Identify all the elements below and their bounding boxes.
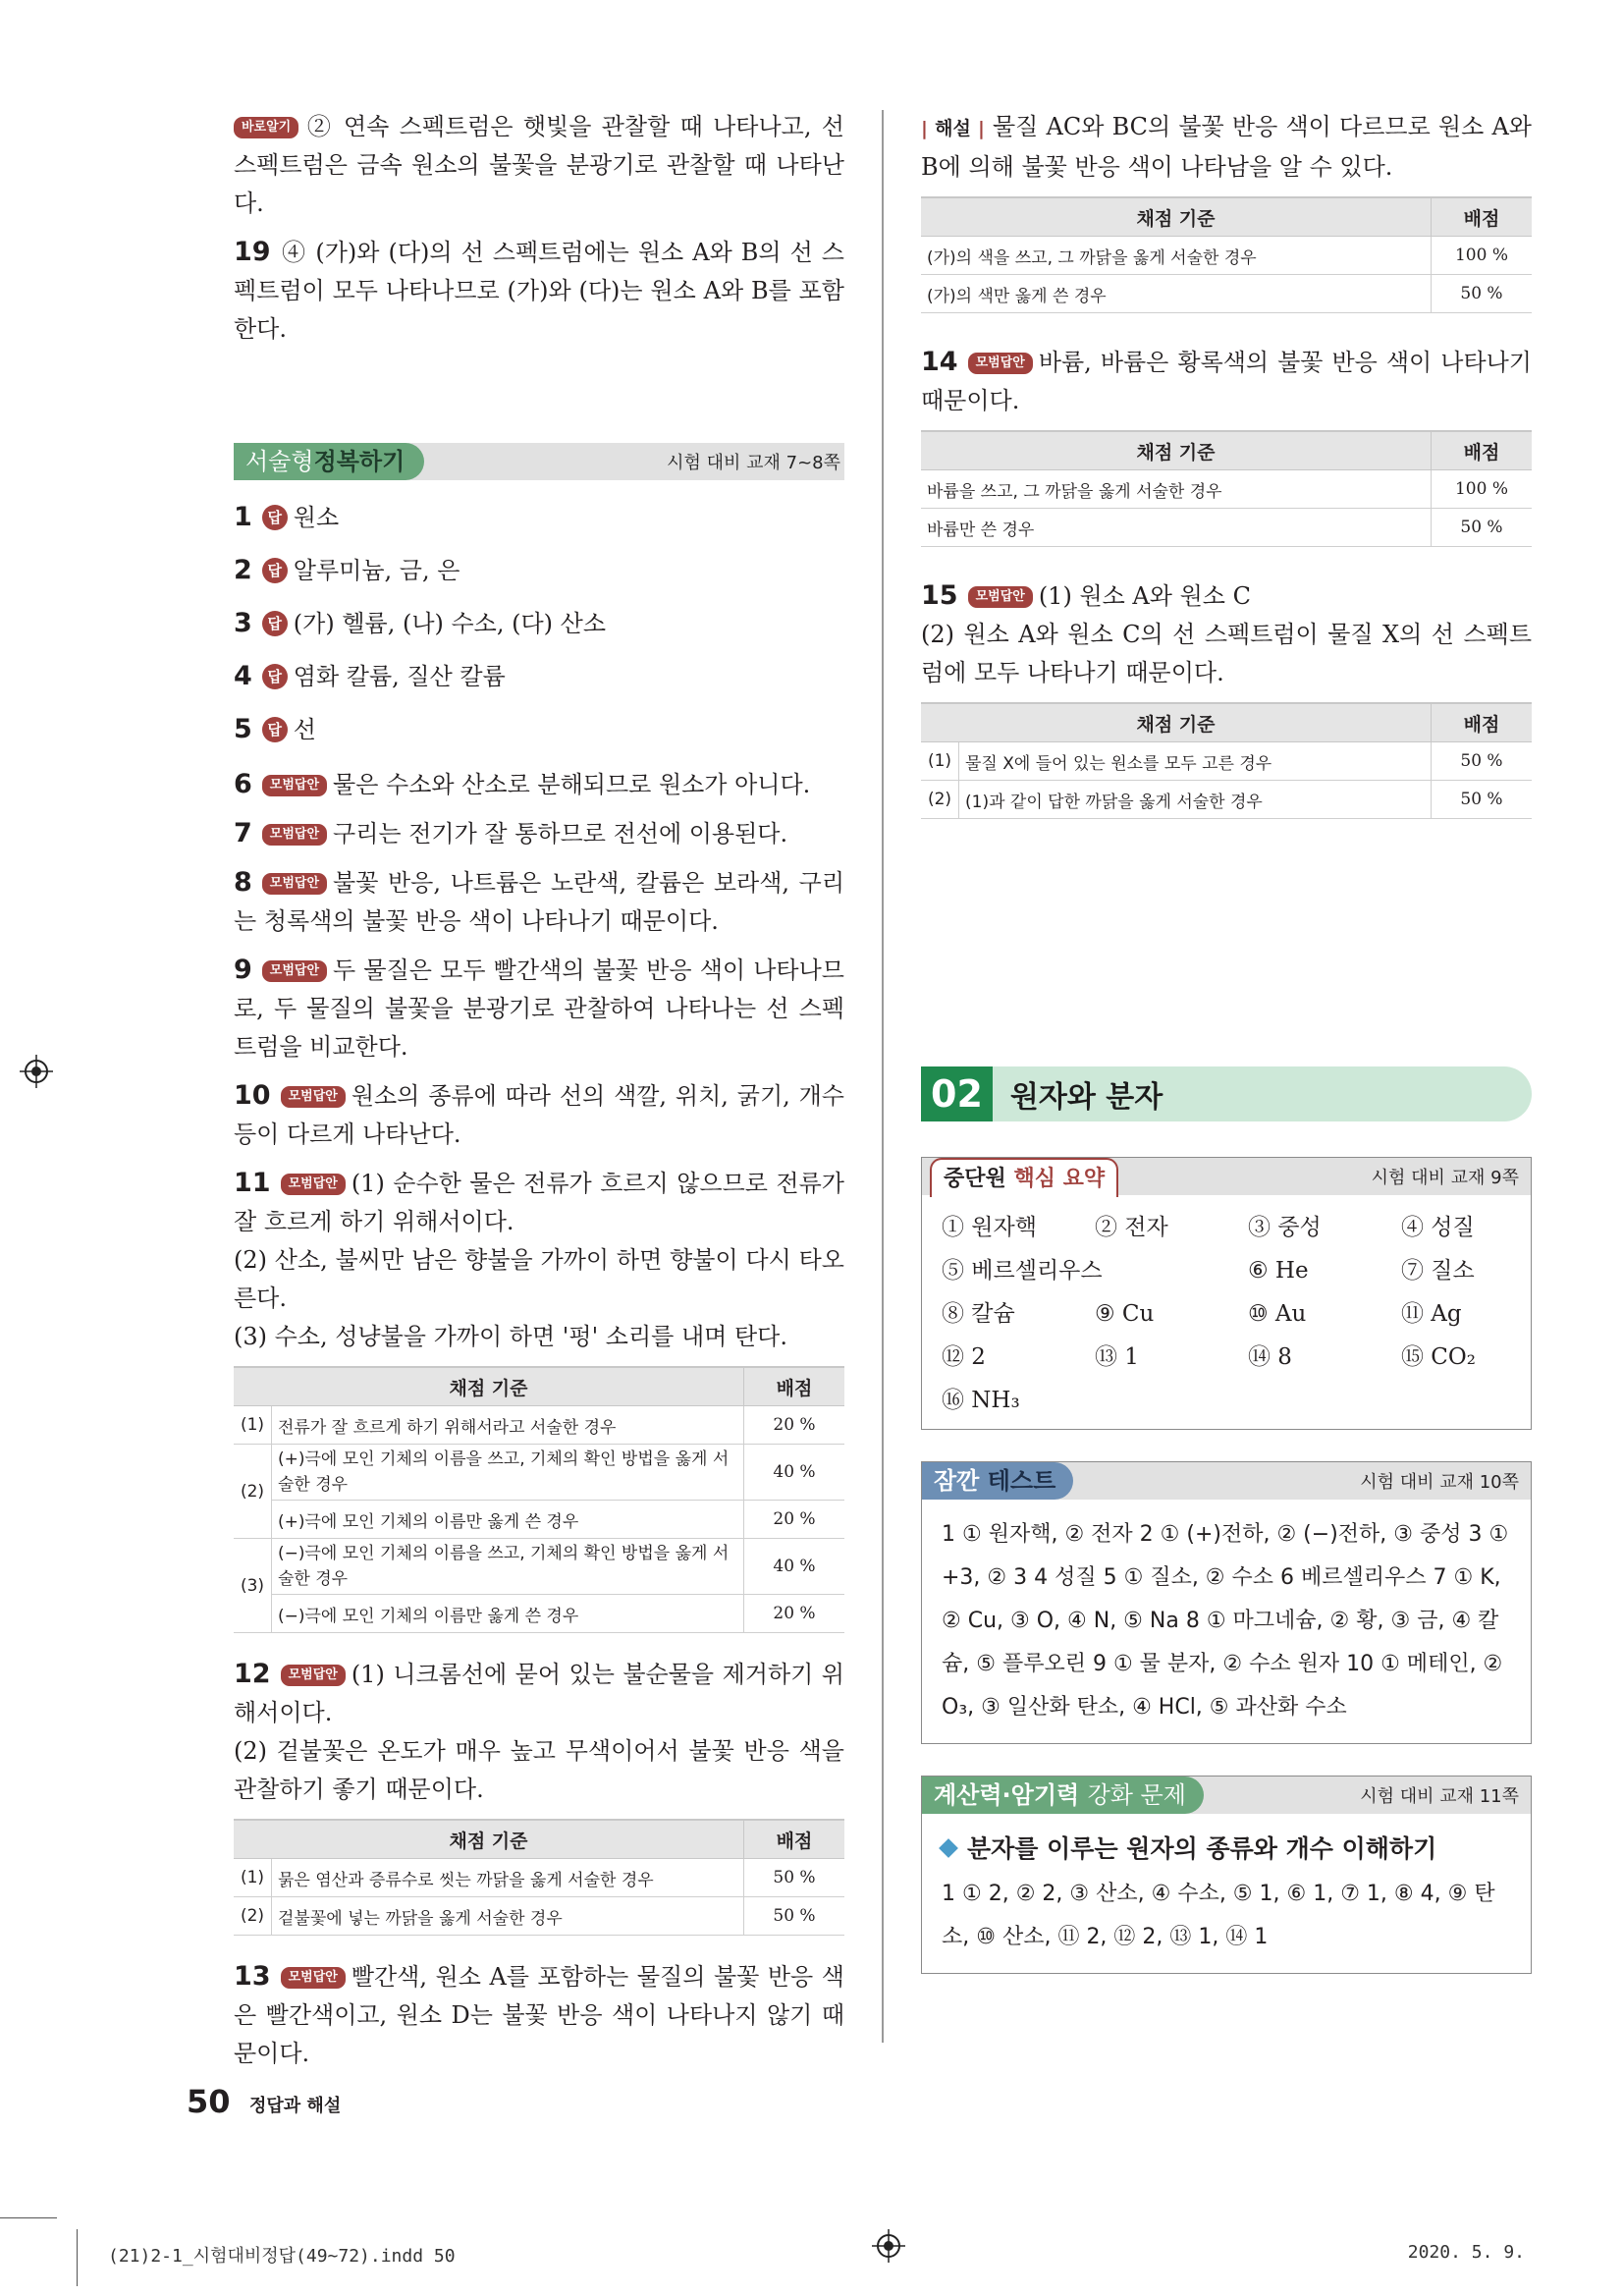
table-row [234, 1859, 844, 1897]
answer-text: 두 물질은 모두 빨간색의 불꽃 반응 색이 나타나므로, 두 물질의 불꽃을 분광기로 관찰하여 나타나는 선 스펙트럼을 비교한다. [234, 957, 844, 1061]
correction-tag: 바로알기 [234, 117, 298, 138]
answer-number: 1 [234, 502, 252, 532]
summary-item: ④ 성질 [1401, 1215, 1475, 1240]
answer-number: 15 [921, 580, 958, 611]
criteria-cell: 바륨만 쓴 경우 [921, 509, 1432, 547]
score-cell: 20 % [744, 1406, 845, 1445]
criteria-cell: (−)극에 모인 기체의 이름을 쓰고, 기체의 확인 방법을 옳게 서술한 경우 [272, 1539, 744, 1595]
answer-number: 3 [234, 608, 252, 638]
table-header-score: 배점 [744, 1820, 845, 1859]
unit-header [921, 1066, 1532, 1121]
answer-11 [234, 1164, 844, 1241]
answer-number: 11 [234, 1168, 271, 1198]
model-answer-tag: 모범답안 [262, 873, 327, 895]
table-header-score: 배점 [1432, 703, 1533, 742]
page-number: 50 [187, 2083, 231, 2120]
correction-note [234, 108, 844, 223]
table-header-criteria: 채점 기준 [921, 431, 1432, 470]
grading-table-11 [234, 1366, 844, 1633]
grading-table-15 [921, 702, 1532, 819]
answer-number: 7 [234, 818, 252, 848]
answer-text: 알루미늄, 금, 은 [293, 557, 460, 584]
section-reference: 시험 대비 교재 7~8쪽 [667, 453, 840, 473]
criteria-cell: (−)극에 모인 기체의 이름만 옳게 쓴 경우 [272, 1595, 744, 1633]
table-row [921, 237, 1532, 275]
table-header-criteria: 채점 기준 [234, 1367, 744, 1406]
answer-mark: 답 [262, 505, 288, 530]
table-header-score: 배점 [744, 1367, 845, 1406]
answer-mark: 답 [262, 664, 288, 689]
unit-number: 02 [921, 1066, 993, 1121]
answer-7 [234, 814, 844, 853]
summary-grid [922, 1195, 1531, 1429]
answer-1 [234, 500, 844, 535]
summary-item: ⑦ 질소 [1401, 1258, 1475, 1284]
summary-tab-a: 중단원 [944, 1167, 1006, 1191]
row-number: (1) [234, 1406, 272, 1445]
answer-text: 빨간색, 원소 A를 포함하는 물질의 불꽃 반응 색은 빨간색이고, 원소 D는 불꽃 반응 색이 나타나지 않기 때문이다. [234, 1963, 844, 2067]
row-number: (2) [921, 781, 959, 819]
criteria-cell: (가)의 색을 쓰고, 그 까닭을 옳게 서술한 경우 [921, 237, 1432, 275]
quick-test-answers: 1 ① 원자핵, ② 전자 2 ① (+)전하, ② (−)전하, ③ 중성 3 ① +3, ② 3 4 성질 5 ① 질소, ② 수소 6 베르셀리우스 7 ① K, ② Cu, ③ O, ④ N, ⑤ Na 8 ① 마그네슘, ② 황, ③ 금, ④ 칼슘, ⑤ 플루오린 9 ① 물 분자, ② 수소 원자 10 ① 메테인, ② O₃, ③ 일산화 탄소, ④ HCl, ⑤ 과산화 수소 [942, 1522, 1509, 1720]
table-header-criteria: 채점 기준 [921, 703, 1432, 742]
table-row [234, 1501, 844, 1539]
answer-6 [234, 765, 844, 804]
answer-number: 5 [234, 714, 252, 744]
answer-14 [921, 343, 1532, 420]
score-cell: 50 % [1432, 781, 1533, 819]
print-slug-file: (21)2-1_시험대비정답(49~72).indd 50 [108, 2246, 456, 2267]
answer-part-2: (2) 산소, 불씨만 남은 향불을 가까이 하면 향불이 다시 타오른다. [234, 1246, 844, 1312]
row-number: (2) [234, 1445, 272, 1539]
model-answer-tag: 모범답안 [281, 1086, 346, 1108]
answer-text: 구리는 전기가 잘 통하므로 전선에 이용된다. [333, 820, 788, 847]
drill-header [922, 1777, 1531, 1814]
answer-3 [234, 606, 844, 641]
answer-text: 원소의 종류에 따라 선의 색깔, 위치, 굵기, 개수 등이 다르게 나타난다. [234, 1082, 844, 1148]
answer-number: 9 [234, 955, 252, 985]
quick-test-box [921, 1461, 1532, 1744]
answer-number: 2 [234, 555, 252, 585]
summary-tab-b: 핵심 요약 [1013, 1167, 1106, 1191]
table-row [234, 1406, 844, 1445]
model-answer-tag: 모범답안 [281, 1174, 346, 1195]
score-cell: 20 % [744, 1501, 845, 1539]
table-row [234, 1897, 844, 1936]
answer-text: 물은 수소와 산소로 분해되므로 원소가 아니다. [333, 771, 811, 798]
answer-12 [234, 1655, 844, 1732]
summary-item: ⑤ 베르셀리우스 [942, 1258, 1103, 1284]
answer-13 [234, 1957, 844, 2073]
table-row [921, 509, 1532, 547]
table-row [234, 1445, 844, 1501]
summary-item: ⑧ 칼슘 [942, 1301, 1015, 1327]
answer-mark: 답 [262, 558, 288, 583]
answer-2 [234, 553, 844, 588]
criteria-cell: (가)의 색만 옳게 쓴 경우 [921, 275, 1432, 313]
left-column [234, 108, 844, 2083]
summary-item: ⑬ 1 [1095, 1344, 1139, 1370]
quick-test-reference: 시험 대비 교재 10쪽 [1360, 1472, 1519, 1493]
answer-number: 4 [234, 661, 252, 691]
section-tab-dark: 정복하기 [313, 448, 406, 475]
answer-part-3: (3) 수소, 성냥불을 가까이 하면 '펑' 소리를 내며 탄다. [234, 1323, 787, 1350]
summary-item: ⑯ NH₃ [942, 1388, 1020, 1413]
model-answer-tag: 모범답안 [262, 824, 327, 846]
drill-box [921, 1776, 1532, 1974]
drill-tab [922, 1777, 1204, 1814]
drill-tab-b: 강화 문제 [1087, 1781, 1186, 1809]
table-header-score: 배점 [1432, 197, 1533, 237]
summary-item: ⑮ CO₂ [1401, 1344, 1476, 1370]
model-answer-tag: 모범답안 [281, 1665, 346, 1686]
drill-tab-a: 계산력·암기력 [934, 1781, 1080, 1809]
answer-4 [234, 659, 844, 694]
answer-text: 원소 [293, 504, 340, 531]
model-answer-tag: 모범답안 [262, 775, 327, 796]
criteria-cell: 겉불꽃에 넣는 까닭을 옳게 서술한 경우 [272, 1897, 744, 1936]
score-cell: 50 % [1432, 509, 1533, 547]
row-number: (1) [921, 742, 959, 781]
score-cell: 50 % [1432, 275, 1533, 313]
answer-8 [234, 863, 844, 941]
answer-text: (가) 헬륨, (나) 수소, (다) 산소 [293, 610, 607, 637]
score-cell: 50 % [1432, 742, 1533, 781]
table-header-criteria: 채점 기준 [234, 1820, 744, 1859]
answer-number: 8 [234, 867, 252, 898]
score-cell: 50 % [744, 1859, 845, 1897]
section-tab [234, 443, 424, 480]
drill-subheading-text: 분자를 이루는 원자의 종류와 개수 이해하기 [967, 1834, 1437, 1863]
right-column [921, 108, 1532, 2005]
score-cell: 20 % [744, 1595, 845, 1633]
summary-reference: 시험 대비 교재 9쪽 [1371, 1168, 1519, 1188]
grading-table-12 [234, 1819, 844, 1936]
score-cell: 100 % [1432, 470, 1533, 509]
answer-number: 13 [234, 1961, 271, 1992]
criteria-cell: (1)과 같이 답한 까닭을 옳게 서술한 경우 [959, 781, 1432, 819]
answer-part-1: (1) 원소 A와 원소 C [1038, 582, 1251, 610]
answer-part-2: (2) 겉불꽃은 온도가 매우 높고 무색이어서 불꽃 반응 색을 관찰하기 좋기 때문이다. [234, 1737, 844, 1803]
score-cell: 100 % [1432, 237, 1533, 275]
section-header [234, 443, 844, 480]
table-header-score: 배점 [1432, 431, 1533, 470]
model-answer-tag: 모범답안 [281, 1967, 346, 1989]
summary-item: ⑩ Au [1248, 1301, 1307, 1327]
score-cell: 40 % [744, 1445, 845, 1501]
unit-title: 원자와 분자 [1009, 1080, 1163, 1115]
column-divider [882, 110, 884, 2043]
criteria-cell: 전류가 잘 흐르게 하기 위해서라고 서술한 경우 [272, 1406, 744, 1445]
table-row [921, 470, 1532, 509]
summary-item: ⑭ 8 [1248, 1344, 1292, 1370]
answer-mark: 답 [262, 717, 288, 742]
answer-10 [234, 1076, 844, 1154]
table-header-criteria: 채점 기준 [921, 197, 1432, 237]
table-row [234, 1539, 844, 1595]
model-answer-tag: 모범답안 [968, 353, 1033, 374]
answer-number: 10 [234, 1080, 271, 1111]
explanation-tag: | 해설 | [921, 118, 985, 139]
summary-tab [930, 1158, 1118, 1197]
summary-item: ⑨ Cu [1095, 1301, 1155, 1327]
table-row [234, 1595, 844, 1633]
row-number: (3) [234, 1539, 272, 1633]
table-row [921, 781, 1532, 819]
diamond-bullet-icon [939, 1838, 958, 1858]
answer-9 [234, 951, 844, 1066]
table-row [921, 742, 1532, 781]
score-cell: 50 % [744, 1897, 845, 1936]
answer-part-1: (1) 니크롬선에 묻어 있는 불순물을 제거하기 위해서이다. [234, 1661, 844, 1726]
criteria-cell: 묽은 염산과 증류수로 씻는 까닭을 옳게 서술한 경우 [272, 1859, 744, 1897]
drill-subheading [922, 1814, 1531, 1869]
answer-text: 선 [293, 716, 316, 743]
summary-item: ② 전자 [1095, 1215, 1168, 1240]
crop-mark [0, 2217, 57, 2218]
explanation [921, 108, 1532, 187]
quick-test-tab-b: 테스트 [987, 1467, 1056, 1495]
registration-mark-icon [872, 2229, 905, 2263]
question-number: 19 [234, 237, 271, 267]
registration-mark-icon [20, 1055, 53, 1088]
summary-box [921, 1157, 1532, 1430]
answer-5 [234, 712, 844, 747]
answer-part-2: (2) 원소 A와 원소 C의 선 스펙트럼이 물질 X의 선 스펙트럼에 모두 나타나기 때문이다. [921, 621, 1532, 686]
correction-text: ② 연속 스펙트럼은 햇빛을 관찰할 때 나타나고, 선 스펙트럼은 금속 원소의 불꽃을 분광기로 관찰할 때 나타난다. [234, 113, 844, 217]
quick-test-header [922, 1462, 1531, 1500]
summary-item: ③ 중성 [1248, 1215, 1322, 1240]
criteria-cell: 물질 X에 들어 있는 원소를 모두 고른 경우 [959, 742, 1432, 781]
summary-item: ⑥ He [1248, 1258, 1309, 1284]
model-answer-tag: 모범답안 [968, 586, 1033, 608]
quick-test-tab [922, 1462, 1073, 1500]
answer-part-1: (1) 순수한 물은 전류가 흐르지 않으므로 전류가 잘 흐르게 하기 위해서이다. [234, 1170, 844, 1235]
answer-text: 염화 칼륨, 질산 칼륨 [293, 663, 506, 690]
row-number: (2) [234, 1897, 272, 1936]
row-number: (1) [234, 1859, 272, 1897]
section-tab-light: 서술형 [245, 448, 314, 475]
drill-answers: 1 ① 2, ② 2, ③ 산소, ④ 수소, ⑤ 1, ⑥ 1, ⑦ 1, ⑧ 4, ⑨ 탄소, ⑩ 산소, ⑪ 2, ⑫ 2, ⑬ 1, ⑭ 1 [942, 1882, 1495, 1949]
table-row [921, 275, 1532, 313]
explanation-text: 물질 AC와 BC의 불꽃 반응 색이 다르므로 원소 A와 B에 의해 불꽃 반응 색이 나타남을 알 수 있다. [921, 113, 1532, 181]
criteria-cell: (+)극에 모인 기체의 이름을 쓰고, 기체의 확인 방법을 옳게 서술한 경우 [272, 1445, 744, 1501]
page-label: 정답과 해설 [249, 2096, 342, 2116]
summary-item: ⑪ Ag [1401, 1301, 1462, 1327]
answer-15 [921, 576, 1532, 616]
criteria-cell: 바륨을 쓰고, 그 까닭을 옳게 서술한 경우 [921, 470, 1432, 509]
criteria-cell: (+)극에 모인 기체의 이름만 옳게 쓴 경우 [272, 1501, 744, 1539]
answer-mark: 답 [262, 611, 288, 636]
answer-text: 불꽃 반응, 나트륨은 노란색, 칼륨은 보라색, 구리는 청록색의 불꽃 반응 색이 나타나기 때문이다. [234, 869, 844, 935]
crop-mark [77, 2229, 78, 2286]
explanation-tag-text: 해설 [935, 118, 971, 139]
answer-number: 6 [234, 769, 252, 799]
question-19 [234, 233, 844, 349]
question-text: ④ (가)와 (다)의 선 스펙트럼에는 원소 A와 B의 선 스펙트럼이 모두 나타나므로 (가)와 (다)는 원소 A와 B를 포함한다. [234, 239, 844, 343]
grading-table-14 [921, 430, 1532, 547]
print-slug-date: 2020. 5. 9. [1407, 2242, 1525, 2263]
score-cell: 40 % [744, 1539, 845, 1595]
quick-test-tab-a: 잠깐 [934, 1467, 980, 1495]
answer-number: 14 [921, 347, 958, 377]
drill-reference: 시험 대비 교재 11쪽 [1360, 1786, 1519, 1807]
grading-table-13 [921, 196, 1532, 313]
summary-item: ⑫ 2 [942, 1344, 986, 1370]
model-answer-tag: 모범답안 [262, 960, 327, 982]
summary-item: ① 원자핵 [942, 1215, 1037, 1240]
answer-text: 바륨, 바륨은 황록색의 불꽃 반응 색이 나타나기 때문이다. [921, 349, 1532, 414]
answer-number: 12 [234, 1659, 271, 1689]
summary-header [922, 1158, 1531, 1195]
